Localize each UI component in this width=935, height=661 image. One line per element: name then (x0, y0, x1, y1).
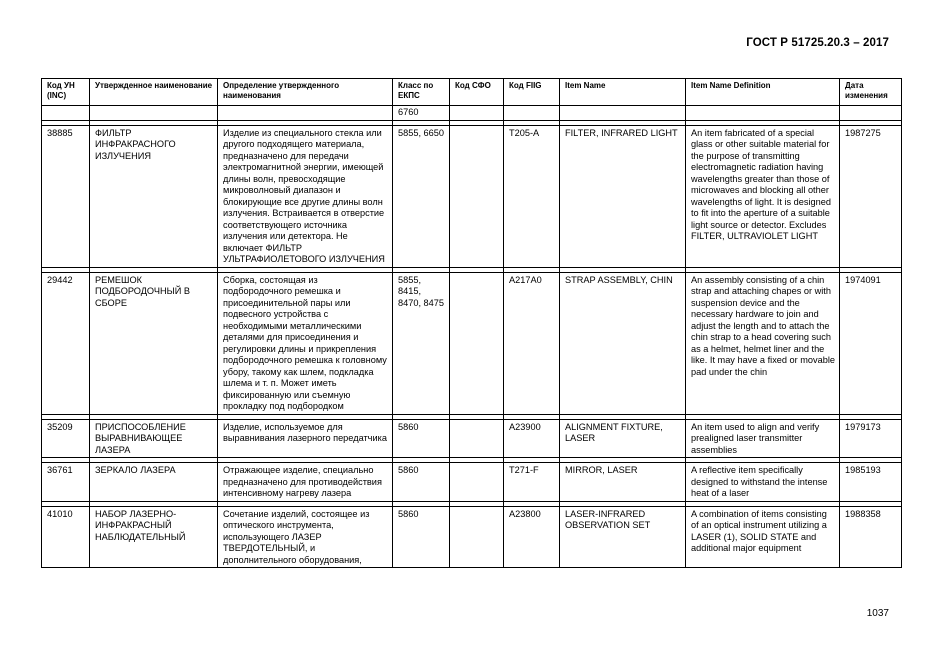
fiig-code-cell: A217A0 (504, 272, 560, 414)
name-definition-cell: Изделие, используемое для выравнивания лазерного передатчика (218, 419, 393, 458)
fiig-code-cell: A23800 (504, 506, 560, 568)
nomenclature-table (41, 78, 902, 568)
fiig-code-cell: A23900 (504, 419, 560, 458)
approved-name-cell: ЗЕРКАЛО ЛАЗЕРА (90, 463, 218, 502)
fiig-code-cell: T205-A (504, 125, 560, 267)
column-header-item-name-definition: Item Name Definition (686, 79, 840, 106)
approved-name-cell: НАБОР ЛАЗЕРНО-ИНФРАКРАСНЫЙ НАБЛЮДАТЕЛЬНЫЙ (90, 506, 218, 568)
document-standard-header: ГОСТ Р 51725.20.3 – 2017 (746, 37, 889, 49)
inc-code-cell: 35209 (42, 419, 90, 458)
item-name-cell: STRAP ASSEMBLY, CHIN (560, 272, 686, 414)
ekps-class-cell: 5860 (393, 419, 450, 458)
table-row (42, 125, 902, 267)
sfo-code-cell (450, 463, 504, 502)
item-name-cell: LASER-INFRARED OBSERVATION SET (560, 506, 686, 568)
ekps-class-cell: 5855, 6650 (393, 125, 450, 267)
continuation-row (42, 106, 902, 121)
table-row (42, 272, 902, 414)
column-header-fiig-code: Код FIIG (504, 79, 560, 106)
item-name-cell: ALIGNMENT FIXTURE, LASER (560, 419, 686, 458)
column-header-inc-code: Код УН (INC) (42, 79, 90, 106)
inc-code-cell: 36761 (42, 463, 90, 502)
page-number: 1037 (866, 608, 889, 619)
continuation-class-cell: 6760 (393, 106, 450, 121)
item-name-definition-cell: A combination of items consisting of an optical instrument utilizing a LASER (1), SOLID STATE and additional major equipment (686, 506, 840, 568)
name-definition-cell: Сочетание изделий, состоящее из оптического инструмента, использующего ЛАЗЕР ТВЕРДОТЕЛЬНЫЙ, и дополнительного оборудования, (218, 506, 393, 568)
approved-name-cell: ПРИСПОСОБЛЕНИЕ ВЫРАВНИВАЮЩЕЕ ЛАЗЕРА (90, 419, 218, 458)
name-definition-cell: Отражающее изделие, специально предназначено для противодействия интенсивному нагреву лазера (218, 463, 393, 502)
change-date-cell: 1985193 (840, 463, 902, 502)
column-header-name-definition: Определение утвержденного наименования (218, 79, 393, 106)
item-name-definition-cell: An item used to align and verify prealigned laser transmitter assemblies (686, 419, 840, 458)
column-header-ekps-class: Класс по ЕКПС (393, 79, 450, 106)
approved-name-cell: РЕМЕШОК ПОДБОРОДОЧНЫЙ В СБОРЕ (90, 272, 218, 414)
column-header-change-date: Дата изменения (840, 79, 902, 106)
inc-code-cell: 38885 (42, 125, 90, 267)
approved-name-cell: ФИЛЬТР ИНФРАКРАСНОГО ИЗЛУЧЕНИЯ (90, 125, 218, 267)
fiig-code-cell: T271-F (504, 463, 560, 502)
sfo-code-cell (450, 419, 504, 458)
column-header-approved-name: Утвержденное наименование (90, 79, 218, 106)
column-header-item-name: Item Name (560, 79, 686, 106)
ekps-class-cell: 5855, 8415, 8470, 8475 (393, 272, 450, 414)
item-name-definition-cell: An item fabricated of a special glass or other suitable material for the purpose of transmitting electromagnetic radiation having wavelengths greater than those of microwaves and blocking all other wavelengths of light. It is designed to fit into the aperture of a suitable light source or detector. Excludes FILTER, ULTRAVIOLET LIGHT (686, 125, 840, 267)
item-name-cell: FILTER, INFRARED LIGHT (560, 125, 686, 267)
sfo-code-cell (450, 125, 504, 267)
table-row (42, 506, 902, 568)
ekps-class-cell: 5860 (393, 463, 450, 502)
table-header-row (42, 79, 902, 106)
item-name-cell: MIRROR, LASER (560, 463, 686, 502)
ekps-class-cell: 5860 (393, 506, 450, 568)
name-definition-cell: Изделие из специального стекла или другого подходящего материала, предназначено для передачи электромагнитной энергии, имеющей длины волн, превосходящие микроволновый диапазон и блокирующие все другие длины волн излучения. Встраивается в отверстие соответствующего источника излучения или детектора. Не включает ФИЛЬТР УЛЬТРАФИОЛЕТОВОГО ИЗЛУЧЕНИЯ (218, 125, 393, 267)
change-date-cell: 1979173 (840, 419, 902, 458)
change-date-cell: 1988358 (840, 506, 902, 568)
sfo-code-cell (450, 506, 504, 568)
change-date-cell: 1987275 (840, 125, 902, 267)
column-header-sfo-code: Код СФО (450, 79, 504, 106)
name-definition-cell: Сборка, состоящая из подбородочного ремешка и присоединительной пары или подвесного устройства с необходимыми металлическими деталями для присоединения и регулировки длины и прикрепления подбородочного ремешка к головному убору, такому как шлем, подкладка шлема и т. п. Может иметь фиксированную или съемную прокладку под подбородком (218, 272, 393, 414)
item-name-definition-cell: A reflective item specifically designed to withstand the intense heat of a laser (686, 463, 840, 502)
sfo-code-cell (450, 272, 504, 414)
inc-code-cell: 29442 (42, 272, 90, 414)
table-row (42, 463, 902, 502)
table-row (42, 419, 902, 458)
change-date-cell: 1974091 (840, 272, 902, 414)
item-name-definition-cell: An assembly consisting of a chin strap and attaching chapes or with suspension device and the necessary hardware to join and adjust the length and to attach the chin strap to a head covering such as a helmet, helmet liner and the like. It may have a fixed or movable pad under the chin (686, 272, 840, 414)
inc-code-cell: 41010 (42, 506, 90, 568)
